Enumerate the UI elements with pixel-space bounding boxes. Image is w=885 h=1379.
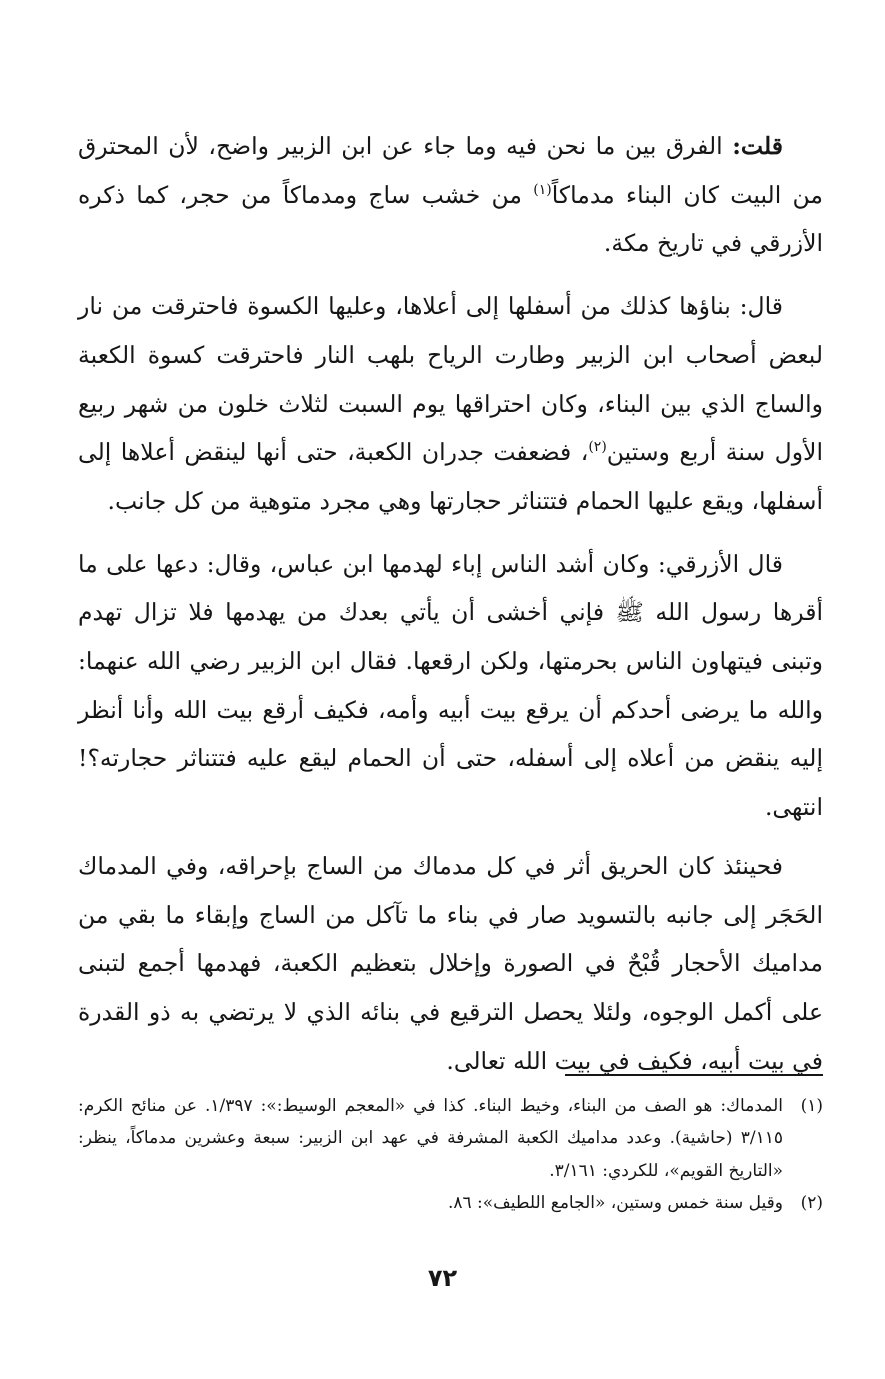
paragraph-4: فحينئذ كان الحريق أثر في كل مدماك من الساج بإحراقه، وفي المدماك الحَجَر إلى جانبه بالتسويد صار في بناء ما تآكل من الساج وإبقاء ما بقي من مداميك الأحجار قُبْحٌ في الصورة وإخلال بتعظيم الكعبة، فهدمها أجمع لتبنى على أكمل الوجوه، ولئلا يحصل الترقيع في بنائه الذي لا يرتضي به ذو القدرة في بيت أبيه، فكيف في بيت الله تعالى. xyxy=(78,851,823,1075)
footnotes xyxy=(78,1090,823,1219)
footnote-text: وقيل سنة خمس وستين، «الجامع اللطيف»: ٨٦. xyxy=(447,1192,783,1213)
footnote-ref-2: (٢) xyxy=(588,439,607,456)
paragraph-2-text-a: قال: بناؤها كذلك من أسفلها إلى أعلاها، وعليها الكسوة فاحترقت من نار لبعض أصحاب ابن الزبير وطارت الرياح بلهب النار فاحترقت كسوة الكعبة والساج الذي بين البناء، وكان احتراقها يوم السبت لثلاث خلون من شهر ربيع الأول سنة أربع وستين xyxy=(78,292,823,467)
page-number: ٧٢ xyxy=(427,1264,458,1292)
paragraph-2-text-b: ، فضعفت جدران الكعبة، حتى أنها لينقض أعلاها إلى أسفلها، ويقع عليها الحمام فتتناثر حجارتها وهي مجرد متوهية من كل جانب. xyxy=(78,438,823,515)
footnote-number: (٢) xyxy=(800,1192,823,1213)
main-text xyxy=(78,122,823,1085)
footnote-1 xyxy=(78,1090,823,1187)
footnote-ref-1: (١) xyxy=(533,181,552,198)
paragraph-3: قال الأزرقي: وكان أشد الناس إباء لهدمها ابن عباس، وقال: دعها على ما أقرها رسول الله ﷺ فإني أخشى أن يأتي بعدك من يهدمها فلا تزال تهدم وتبنى فيتهاون الناس بحرمتها، ولكن ارقعها. فقال ابن الزبير رضي الله عنهما: والله ما يرضى أحدكم أن يرقع بيت أبيه وأمه، فكيف أرقع بيت الله وأنا أنظر إليه ينقض من أعلاه إلى أسفله، حتى أن الحمام ليقع عليه فتتناثر حجارته؟! انتهى. xyxy=(78,549,823,822)
paragraph-1-text-a: الفرق بين ما نحن فيه وما جاء عن ابن الزبير واضح، لأن المحترق من البيت كان البناء مدماكاً xyxy=(78,132,824,209)
footnote-text: المدماك: هو الصف من البناء، وخيط البناء. كذا في «المعجم الوسيط:»: ١/٣٩٧. عن منائح الكرم: ٣/١١٥ (حاشية). وعدد مداميك الكعبة المشرفة في عهد ابن الزبير: سبعة وعشرين مدماكاً، ينظر: «التاريخ القويم»، للكردي: ٣/١٦١. xyxy=(78,1096,783,1181)
paragraph-lead: قلت: xyxy=(732,132,783,160)
footnote-2 xyxy=(78,1187,823,1219)
paragraph-1 xyxy=(78,122,823,268)
paragraph-1-text-b: من خشب ساج ومدماكاً من حجر، كما ذكره الأزرقي في تاريخ مكة. xyxy=(78,180,823,258)
footnote-number: (١) xyxy=(800,1096,823,1116)
footnote-separator xyxy=(565,1074,823,1076)
paragraph-2 xyxy=(78,282,823,526)
